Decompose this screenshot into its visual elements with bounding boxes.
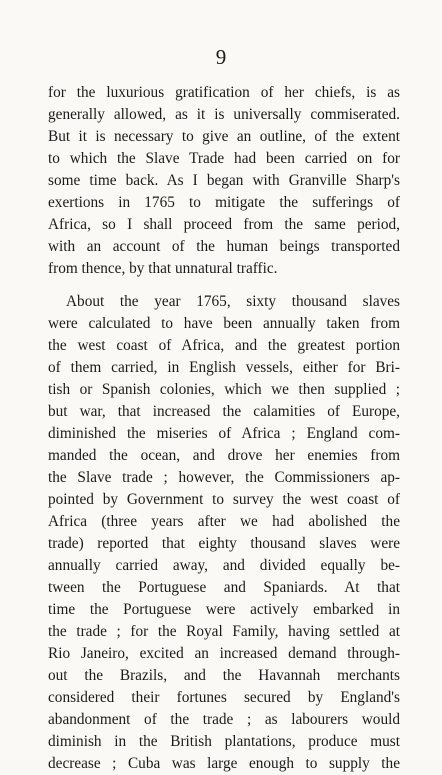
paragraph-2-line: the Slave trade ; however, the Commissioners ap-: [48, 469, 400, 486]
paragraph-2-line: abandonment of the trade ; as labourers would: [48, 711, 400, 728]
paragraph-2-line: diminish in the British plantations, produce must: [48, 733, 400, 750]
paragraph-2-line: tish or Spanish colonies, which we then supplied ;: [48, 381, 400, 398]
paragraph-2-line: decrease ; Cuba was large enough to supply the: [48, 755, 400, 772]
paragraph-1-line: some time back. As I began with Granville Sharp's: [48, 172, 400, 189]
paragraph-2-line: considered their fortunes secured by England's: [48, 689, 400, 706]
paragraph-2-line: pointed by Government to survey the west coast of: [48, 491, 400, 508]
paragraph-1-line: Africa, so I shall proceed from the same period,: [48, 216, 400, 233]
paragraph-2-line: diminished the miseries of Africa ; England com-: [48, 425, 400, 442]
paragraph-2-line: but war, that increased the calamities of Europe,: [48, 403, 400, 420]
paragraph-1-line: from thence, by that unnatural traffic.: [48, 260, 278, 277]
paragraph-1-line: exertions in 1765 to mitigate the sufferings of: [48, 194, 400, 211]
paragraph-1-line: But it is necessary to give an outline, of the extent: [48, 128, 400, 145]
paragraph-2-line: the west coast of Africa, and the greatest portion: [48, 337, 400, 354]
paragraph-2-line: Rio Janeiro, excited an increased demand through-: [48, 645, 400, 662]
paragraph-2-line: annually carried away, and divided equally be-: [48, 557, 400, 574]
paragraph-1-line: to which the Slave Trade had been carried on for: [48, 150, 400, 167]
paragraph-2-line: out the Brazils, and the Havannah merchants: [48, 667, 400, 684]
paragraph-2-line: tween the Portuguese and Spaniards. At that: [48, 579, 400, 596]
paragraph-1-line: generally allowed, as it is universally commiserated.: [48, 106, 400, 123]
paragraph-2-line: were calculated to have been annually taken from: [48, 315, 400, 332]
paragraph-2-line: of them carried, in English vessels, either for Bri-: [48, 359, 400, 376]
paragraph-2-line: manded the ocean, and drove her enemies from: [48, 447, 400, 464]
page-number: 9: [215, 45, 227, 69]
paragraph-1-line: with an account of the human beings transported: [48, 238, 400, 255]
paragraph-2-line: trade) reported that eighty thousand slaves were: [48, 535, 400, 552]
paragraph-2-line: time the Portuguese were actively embarked in: [48, 601, 400, 618]
paragraph-2-line: the trade ; for the Royal Family, having settled at: [48, 623, 400, 640]
paragraph-2-line: About the year 1765, sixty thousand slaves: [66, 293, 400, 310]
paragraph-1-line: for the luxurious gratification of her chiefs, is as: [48, 84, 400, 101]
paragraph-2-line: Africa (three years after we had abolished the: [48, 513, 400, 530]
